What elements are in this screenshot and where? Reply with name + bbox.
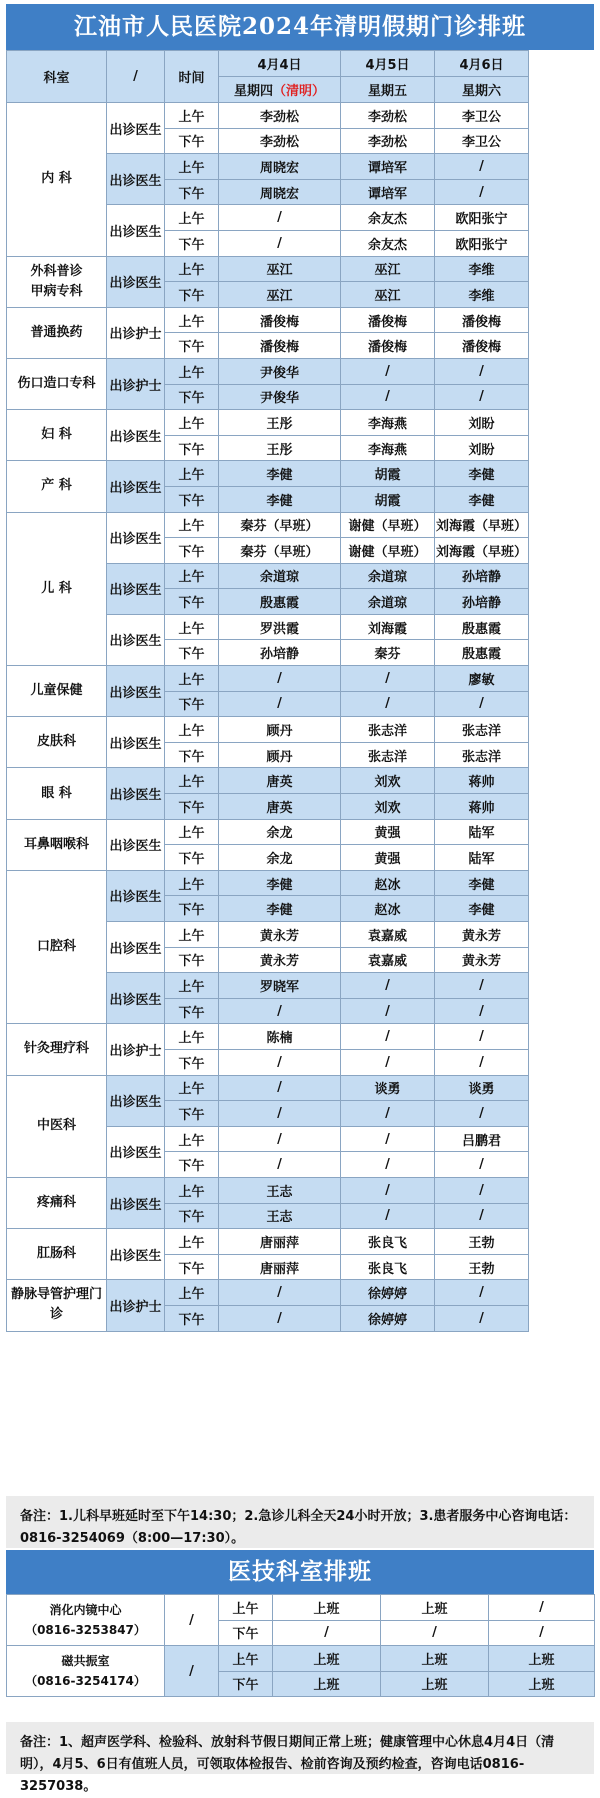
schedule-cell: 胡霞 [341,461,435,487]
schedule-cell: / [219,205,341,231]
schedule-cell: / [219,230,341,256]
role-label: 出诊医生 [107,1229,165,1280]
schedule-cell: / [435,973,529,999]
schedule-cell: 张志洋 [435,717,529,743]
schedule-cell: 余道琼 [341,563,435,589]
schedule-cell: / [435,1177,529,1203]
schedule-cell: 上班 [381,1671,489,1697]
schedule-cell: 欧阳张宁 [435,230,529,256]
schedule-cell: 唐英 [219,794,341,820]
schedule-cell: 谭培军 [341,179,435,205]
schedule-cell: / [489,1595,595,1621]
schedule-cell: / [341,384,435,410]
role-label: 出诊护士 [107,1024,165,1075]
time-slot: 下午 [165,179,219,205]
schedule-row [7,410,529,436]
role-label: 出诊医生 [107,922,165,973]
schedule-cell: 秦芬 [341,640,435,666]
schedule-cell: 巫江 [219,282,341,308]
schedule-cell: 巫江 [341,256,435,282]
schedule-cell: 周晓宏 [219,179,341,205]
schedule-cell: 尹俊华 [219,358,341,384]
schedule-cell: / [435,179,529,205]
time-slot: 上午 [219,1595,273,1621]
time-slot: 上午 [165,1177,219,1203]
time-slot: 上午 [165,922,219,948]
schedule-cell: 刘海霞（早班） [435,512,529,538]
schedule-cell: 黄永芳 [435,947,529,973]
role-label: 出诊医生 [107,103,165,154]
schedule-cell: 谭培军 [341,154,435,180]
schedule-cell: 殷惠霞 [435,640,529,666]
header-slash: / [107,51,165,103]
section-title-tech: 医技科室排班 [6,1550,594,1594]
schedule-cell: 黄永芳 [435,922,529,948]
schedule-cell: / [341,358,435,384]
role-label: 出诊医生 [107,870,165,921]
schedule-cell: 李健 [219,896,341,922]
schedule-cell: 李健 [435,896,529,922]
role-label: 出诊医生 [107,1177,165,1228]
schedule-cell: 刘欢 [341,794,435,820]
schedule-cell: / [435,384,529,410]
schedule-cell: 刘欢 [341,768,435,794]
schedule-cell: 谈勇 [435,1075,529,1101]
schedule-cell: 余龙 [219,819,341,845]
schedule-cell: 王勃 [435,1229,529,1255]
time-slot: 下午 [165,896,219,922]
schedule-cell: / [341,998,435,1024]
schedule-cell: 黄强 [341,819,435,845]
time-slot: 上午 [165,512,219,538]
schedule-cell: 上班 [273,1646,381,1672]
tech-schedule-table [6,1594,595,1697]
header-row-dates [7,51,529,77]
schedule-cell: 殷惠霞 [435,614,529,640]
time-slot: 下午 [165,538,219,564]
role-label: 出诊护士 [107,307,165,358]
time-slot: 上午 [165,819,219,845]
time-slot: 上午 [165,768,219,794]
schedule-row [7,512,529,538]
schedule-row [7,103,529,129]
schedule-cell: 谢健（早班） [341,538,435,564]
schedule-cell: 周晓宏 [219,154,341,180]
schedule-row [7,1229,529,1255]
weekday-label: 星期四 [233,84,273,99]
schedule-cell: 袁嘉威 [341,922,435,948]
time-slot: 上午 [165,154,219,180]
time-slot: 下午 [165,230,219,256]
dept-name: 儿 科 [7,512,107,666]
schedule-cell: 唐丽萍 [219,1229,341,1255]
dept-name: 肛肠科 [7,1229,107,1280]
schedule-row [7,1075,529,1101]
schedule-row [7,870,529,896]
schedule-cell: 陆军 [435,819,529,845]
schedule-cell: 王彤 [219,435,341,461]
schedule-cell: / [435,154,529,180]
schedule-cell: 张良飞 [341,1254,435,1280]
schedule-cell: / [435,691,529,717]
time-slot: 下午 [165,589,219,615]
schedule-cell: 赵冰 [341,870,435,896]
time-slot: 上午 [165,563,219,589]
schedule-cell: 余友杰 [341,205,435,231]
role-label: 出诊医生 [107,512,165,563]
schedule-cell: 唐英 [219,768,341,794]
dept-name: 妇 科 [7,410,107,461]
schedule-cell: 余道琼 [219,563,341,589]
schedule-cell: / [435,998,529,1024]
dept-name: 外科普诊 甲病专科 [7,256,107,307]
schedule-row [7,307,529,333]
schedule-cell: / [435,1024,529,1050]
time-slot: 下午 [165,486,219,512]
role-label: 出诊医生 [107,154,165,205]
role-label: 出诊医生 [107,768,165,819]
schedule-cell: / [219,1126,341,1152]
time-slot: 上午 [165,870,219,896]
schedule-cell: / [435,1280,529,1306]
schedule-cell: / [219,1101,341,1127]
schedule-cell: 秦芬（早班） [219,538,341,564]
schedule-cell: 孙培静 [435,589,529,615]
schedule-cell: 李卫公 [435,103,529,129]
header-dept: 科室 [7,51,107,103]
schedule-cell: 黄永芳 [219,922,341,948]
role-label: 出诊护士 [107,358,165,409]
schedule-cell: 李维 [435,282,529,308]
schedule-cell: / [341,1049,435,1075]
schedule-row [7,1177,529,1203]
dept-name: 静脉导管护理门诊 [7,1280,107,1331]
time-slot: 下午 [165,1049,219,1075]
schedule-cell: 刘海霞 [341,614,435,640]
schedule-cell: 欧阳张宁 [435,205,529,231]
schedule-cell: 巫江 [219,256,341,282]
time-slot: 下午 [165,1305,219,1331]
role-label: 出诊医生 [107,256,165,307]
schedule-cell: / [435,1049,529,1075]
role-label: 出诊医生 [107,666,165,717]
time-slot: 上午 [165,1075,219,1101]
role-label: 出诊医生 [107,461,165,512]
time-slot: 上午 [165,256,219,282]
time-slot: 下午 [165,1254,219,1280]
schedule-cell: 潘俊梅 [435,307,529,333]
schedule-cell: 李海燕 [341,410,435,436]
role-label: 出诊医生 [107,1126,165,1177]
schedule-cell: / [219,1280,341,1306]
schedule-cell: / [341,973,435,999]
time-slot: 上午 [165,1126,219,1152]
schedule-cell: 李健 [219,486,341,512]
schedule-cell: 陈楠 [219,1024,341,1050]
time-slot: 上午 [165,1229,219,1255]
time-slot: 下午 [165,947,219,973]
schedule-cell: 刘盼 [435,410,529,436]
role-label: 出诊医生 [107,819,165,870]
header-weekday-1 [219,77,341,103]
schedule-cell: 李健 [219,870,341,896]
header-weekday-2: 星期五 [341,77,435,103]
schedule-cell: / [219,1049,341,1075]
role-label: 出诊护士 [107,1280,165,1331]
schedule-cell: 吕鹏君 [435,1126,529,1152]
schedule-cell: 潘俊梅 [341,333,435,359]
header-date-2: 4月5日 [341,51,435,77]
dept-name: 耳鼻咽喉科 [7,819,107,870]
schedule-cell: 罗洪霞 [219,614,341,640]
time-slot: 下午 [165,794,219,820]
schedule-cell: 李维 [435,256,529,282]
schedule-cell: 顾丹 [219,742,341,768]
schedule-row [7,768,529,794]
time-slot: 下午 [165,640,219,666]
schedule-cell: 巫江 [341,282,435,308]
time-slot: 上午 [165,973,219,999]
schedule-cell: / [219,1305,341,1331]
schedule-cell: 潘俊梅 [341,307,435,333]
schedule-row [7,461,529,487]
time-slot: 下午 [165,1203,219,1229]
dept-name: 内 科 [7,103,107,257]
time-slot: 上午 [165,461,219,487]
schedule-cell: 王志 [219,1203,341,1229]
schedule-cell: 张志洋 [341,742,435,768]
role-label: 出诊医生 [107,410,165,461]
dept-name: 皮肤科 [7,717,107,768]
schedule-cell: 袁嘉威 [341,947,435,973]
time-slot: 上午 [165,614,219,640]
schedule-cell: 罗晓军 [219,973,341,999]
time-slot: 上午 [165,666,219,692]
role-label: 出诊医生 [107,1075,165,1126]
header-time: 时间 [165,51,219,103]
schedule-cell: 李劲松 [219,103,341,129]
schedule-cell: 李卫公 [435,128,529,154]
schedule-cell: / [341,1152,435,1178]
schedule-cell: / [341,1177,435,1203]
schedule-cell: 潘俊梅 [219,307,341,333]
schedule-cell: 秦芬（早班） [219,512,341,538]
schedule-cell: / [219,998,341,1024]
schedule-cell: 黄永芳 [219,947,341,973]
tech-dept-name: 磁共振室 （0816-3254174） [7,1646,165,1697]
schedule-cell: 徐婷婷 [341,1280,435,1306]
schedule-cell: 李健 [435,486,529,512]
time-slot: 下午 [165,333,219,359]
time-slot: 下午 [165,998,219,1024]
schedule-cell: 王彤 [219,410,341,436]
schedule-cell: / [489,1620,595,1646]
time-slot: 上午 [165,1024,219,1050]
schedule-row [7,1280,529,1306]
schedule-cell: 顾丹 [219,717,341,743]
schedule-cell: / [219,1152,341,1178]
schedule-row [7,1024,529,1050]
schedule-cell: 孙培静 [219,640,341,666]
schedule-cell: 唐丽萍 [219,1254,341,1280]
tech-note: 备注：1、超声医学科、检验科、放射科节假日期间正常上班；健康管理中心休息4月4日（清明），4月5、6日有值班人员，可领取体检报告、检前咨询及预约检查，咨询电话0816-3257038。 [6,1722,594,1774]
tech-dept-name: 消化内镜中心 （0816-3253847） [7,1595,165,1646]
dept-name: 伤口造口专科 [7,358,107,409]
schedule-cell: 潘俊梅 [435,333,529,359]
schedule-cell: 上班 [489,1646,595,1672]
schedule-cell: 上班 [273,1671,381,1697]
schedule-cell: 蒋帅 [435,768,529,794]
schedule-cell: 徐婷婷 [341,1305,435,1331]
role-label: 出诊医生 [107,614,165,665]
time-slot: 下午 [165,128,219,154]
schedule-cell: 王勃 [435,1254,529,1280]
dept-name: 普通换药 [7,307,107,358]
schedule-cell: / [341,1101,435,1127]
outpatient-schedule-table [6,50,529,1332]
schedule-cell: / [435,1152,529,1178]
time-slot: 下午 [165,1152,219,1178]
role-label: 出诊医生 [107,563,165,614]
time-slot: 下午 [165,742,219,768]
schedule-cell: 王志 [219,1177,341,1203]
role-label: 出诊医生 [107,717,165,768]
time-slot: 下午 [165,384,219,410]
schedule-cell: 张志洋 [435,742,529,768]
tech-row [7,1595,595,1621]
time-slot: 上午 [165,205,219,231]
schedule-cell: / [341,1203,435,1229]
dept-name: 疼痛科 [7,1177,107,1228]
schedule-cell: 李健 [435,870,529,896]
schedule-cell: 胡霞 [341,486,435,512]
schedule-row [7,256,529,282]
schedule-cell: / [219,691,341,717]
schedule-row [7,666,529,692]
dept-name: 儿童保健 [7,666,107,717]
schedule-cell: 潘俊梅 [219,333,341,359]
schedule-cell: 孙培静 [435,563,529,589]
time-slot: 上午 [165,410,219,436]
time-slot: 上午 [165,358,219,384]
schedule-cell: / [219,1075,341,1101]
time-slot: 下午 [219,1620,273,1646]
schedule-cell: 上班 [381,1595,489,1621]
schedule-cell: 余友杰 [341,230,435,256]
page-title: 江油市人民医院2024年清明假期门诊排班 [6,4,594,50]
schedule-cell: 余道琼 [341,589,435,615]
tech-role: / [165,1646,219,1697]
role-label: 出诊医生 [107,205,165,256]
schedule-cell: 上班 [489,1671,595,1697]
schedule-cell: / [219,666,341,692]
time-slot: 下午 [165,691,219,717]
schedule-cell: 李健 [219,461,341,487]
schedule-cell: / [435,358,529,384]
dept-name: 眼 科 [7,768,107,819]
schedule-cell: 上班 [381,1646,489,1672]
schedule-cell: 赵冰 [341,896,435,922]
schedule-cell: / [435,1101,529,1127]
time-slot: 上午 [219,1646,273,1672]
schedule-cell: 上班 [273,1595,381,1621]
schedule-cell: / [435,1305,529,1331]
header-weekday-3: 星期六 [435,77,529,103]
schedule-cell: 李健 [435,461,529,487]
header-date-1: 4月4日 [219,51,341,77]
time-slot: 下午 [219,1671,273,1697]
time-slot: 上午 [165,103,219,129]
schedule-cell: 余龙 [219,845,341,871]
schedule-cell: 蒋帅 [435,794,529,820]
schedule-cell: 黄强 [341,845,435,871]
role-label: 出诊医生 [107,973,165,1024]
holiday-label: （清明） [273,84,326,99]
schedule-cell: 李劲松 [341,128,435,154]
time-slot: 上午 [165,307,219,333]
schedule-cell: 陆军 [435,845,529,871]
schedule-row [7,358,529,384]
schedule-cell: / [341,666,435,692]
schedule-note: 备注：1.儿科早班延时至下午14:30；2.急诊儿科全天24小时开放；3.患者服务中心咨询电话：0816-3254069（8:00—17:30）。 [6,1496,594,1548]
schedule-cell: 殷惠霞 [219,589,341,615]
schedule-row [7,819,529,845]
header-date-3: 4月6日 [435,51,529,77]
schedule-cell: 刘盼 [435,435,529,461]
time-slot: 下午 [165,845,219,871]
schedule-cell: 谈勇 [341,1075,435,1101]
schedule-cell: 李海燕 [341,435,435,461]
schedule-cell: 李劲松 [341,103,435,129]
schedule-row [7,717,529,743]
time-slot: 下午 [165,282,219,308]
schedule-cell: / [341,691,435,717]
schedule-cell: 张良飞 [341,1229,435,1255]
dept-name: 口腔科 [7,870,107,1024]
schedule-cell: 李劲松 [219,128,341,154]
dept-name: 产 科 [7,461,107,512]
schedule-cell: 谢健（早班） [341,512,435,538]
schedule-cell: 尹俊华 [219,384,341,410]
schedule-cell: / [273,1620,381,1646]
schedule-cell: / [381,1620,489,1646]
time-slot: 下午 [165,1101,219,1127]
tech-row [7,1646,595,1672]
time-slot: 上午 [165,1280,219,1306]
time-slot: 上午 [165,717,219,743]
schedule-cell: 刘海霞（早班） [435,538,529,564]
dept-name: 针灸理疗科 [7,1024,107,1075]
schedule-cell: 张志洋 [341,717,435,743]
schedule-cell: / [341,1126,435,1152]
schedule-cell: / [435,1203,529,1229]
tech-role: / [165,1595,219,1646]
dept-name: 中医科 [7,1075,107,1177]
schedule-cell: 廖敏 [435,666,529,692]
schedule-cell: / [341,1024,435,1050]
time-slot: 下午 [165,435,219,461]
